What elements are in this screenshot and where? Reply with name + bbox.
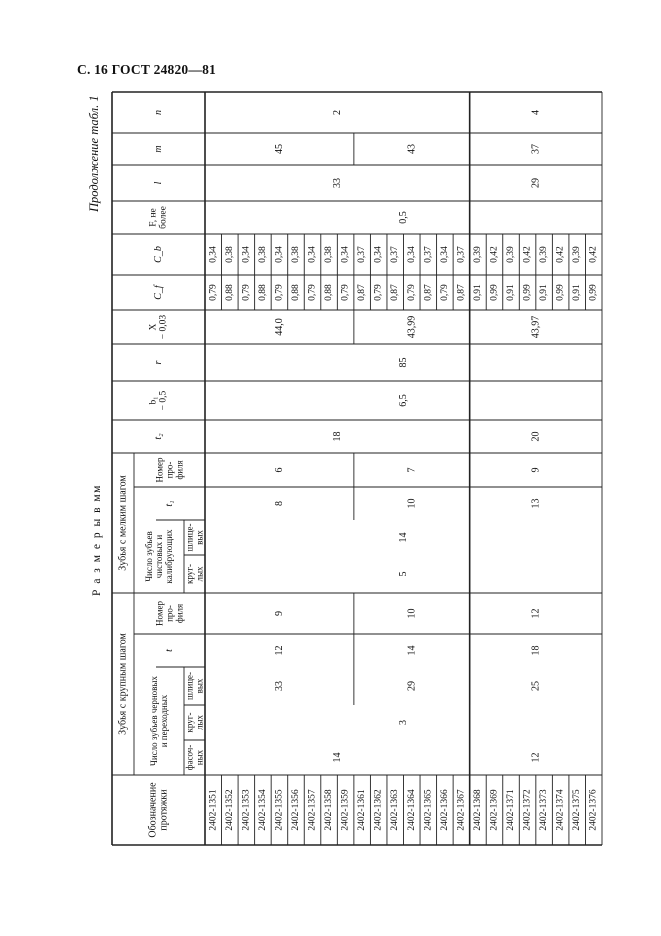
cell-fine-t1: 13 (530, 498, 542, 509)
header-b1: b₁ (148, 396, 159, 405)
cell-designation: 2402-1352 (224, 789, 235, 831)
cell-t2: 18 (331, 431, 343, 442)
cell-cf: 0,88 (324, 284, 335, 301)
header-l: l (153, 181, 164, 185)
cell-fine-round: 5 (398, 571, 409, 577)
header-coarse-count: Число зубьев черновых (149, 676, 159, 766)
cell-cf: 0,88 (290, 284, 301, 301)
page-header: С. 16 ГОСТ 24820—81 (77, 62, 216, 77)
cell-cf: 0,91 (572, 284, 583, 301)
header-coarse-spline: вых (194, 678, 205, 694)
cell-designation: 2402-1353 (241, 789, 252, 831)
cell-shaped: 12 (530, 752, 542, 763)
header-coarse-t: t (164, 649, 175, 652)
cell-designation: 2402-1371 (506, 789, 517, 831)
header-fine-group: Зубья с мелким шагом (117, 475, 129, 571)
cell-x: 44,0 (273, 318, 285, 336)
cell-fine-spline: 14 (398, 532, 409, 543)
cell-designation: 2402-1364 (406, 789, 417, 831)
cell-cf: 0,79 (340, 284, 351, 301)
cell-coarse-t: 14 (406, 645, 418, 656)
cell-cb: 0,34 (307, 246, 318, 263)
cell-cf: 0,79 (274, 284, 285, 301)
cell-cb: 0,38 (224, 246, 235, 263)
cell-cb: 0,42 (588, 246, 599, 263)
cell-x: 43,99 (406, 315, 418, 339)
header-r: r (153, 360, 164, 365)
cell-b1: 6,5 (398, 394, 409, 407)
cell-cb: 0,39 (572, 246, 583, 263)
header-coarse-group: Зубья с крупным шагом (117, 633, 129, 735)
cell-designation: 2402-1375 (572, 789, 583, 831)
cell-l: 33 (331, 178, 343, 188)
cell-cf: 0,79 (241, 284, 252, 301)
cell-cb: 0,42 (489, 246, 500, 263)
cell-coarse-spline: 29 (406, 681, 418, 691)
cell-designation: 2402-1376 (588, 789, 599, 831)
cell-designation: 2402-1356 (290, 789, 301, 831)
cell-cf: 0,79 (373, 284, 384, 301)
cell-coarse-t: 12 (273, 645, 285, 656)
cell-cb: 0,34 (406, 246, 417, 263)
cell-cb: 0,34 (373, 246, 384, 263)
cell-fine-t1: 8 (273, 501, 285, 506)
cell-m: 37 (530, 144, 542, 154)
cell-shaped: 14 (331, 752, 343, 763)
cell-designation: 2402-1374 (555, 789, 566, 831)
continuation-note: Продолжение табл. 1 (87, 95, 101, 212)
header-b1: − 0,5 (158, 390, 169, 411)
cell-fine-t1: 10 (406, 498, 418, 509)
header-coarse-round: круг- (184, 712, 195, 733)
cell-cb: 0,34 (340, 246, 351, 263)
cell-cf: 0,79 (307, 284, 318, 301)
cell-cf: 0,88 (224, 284, 235, 301)
cell-cf: 0,87 (357, 284, 368, 301)
cell-cb: 0,34 (439, 246, 450, 263)
cell-designation: 2402-1368 (472, 789, 483, 831)
cell-r: 85 (398, 357, 409, 368)
cell-cf: 0,88 (257, 284, 268, 301)
cell-designation: 2402-1358 (324, 789, 335, 831)
cell-cb: 0,42 (522, 246, 533, 263)
header-cf: C_f (153, 285, 164, 300)
cell-round: 3 (398, 720, 409, 725)
header-fine-count: калибрующих (164, 529, 174, 584)
cell-cb: 0,34 (274, 246, 285, 263)
header-x: − 0,03 (158, 314, 169, 340)
cell-fine-profile: 7 (406, 467, 418, 473)
cell-coarse-t: 18 (530, 645, 542, 656)
header-coarse-count: и переходных (159, 694, 169, 748)
cell-l: 29 (530, 178, 542, 188)
header-coarse-profile: филя (174, 603, 185, 624)
cell-t2: 20 (530, 431, 542, 442)
cell-cf: 0,91 (472, 284, 483, 301)
cell-cb: 0,38 (324, 246, 335, 263)
header-fine-t1: t₁ (164, 500, 175, 507)
header-m: m (153, 145, 164, 153)
header-coarse-round: лых (194, 714, 205, 731)
cell-designation: 2402-1359 (340, 789, 351, 831)
header-fine-count: Число зубьев (144, 531, 154, 582)
dimensions-title: Р а з м е р ы в мм (91, 484, 103, 596)
cell-cb: 0,39 (472, 246, 483, 263)
cell-n: 2 (331, 110, 343, 115)
cell-x: 43,97 (530, 315, 542, 339)
cell-coarse-spline: 25 (530, 681, 542, 691)
header-coarse-profile: про- (164, 605, 175, 622)
cell-designation: 2402-1367 (456, 789, 467, 831)
cell-designation: 2402-1365 (423, 789, 434, 831)
header-fine-round: лых (194, 566, 205, 582)
cell-designation: 2402-1351 (208, 789, 219, 831)
cell-designation: 2402-1373 (539, 789, 550, 831)
cell-designation: 2402-1357 (307, 789, 318, 831)
cell-cb: 0,34 (208, 246, 219, 263)
header-coarse-profile: Номер (154, 600, 165, 627)
cell-designation: 2402-1366 (439, 789, 450, 831)
cell-cb: 0,37 (390, 246, 401, 263)
header-n: n (153, 110, 164, 115)
header-f: более (158, 206, 169, 229)
header-t2: t₂ (153, 433, 164, 440)
cell-cb: 0,34 (241, 246, 252, 263)
header-fine-spline: шлице- (184, 523, 195, 552)
cell-cf: 0,79 (208, 284, 219, 301)
cell-cb: 0,39 (539, 246, 550, 263)
cell-designation: 2402-1362 (373, 789, 384, 831)
cell-fine-profile: 9 (530, 467, 542, 473)
header-designation: Обозначение (147, 782, 159, 838)
cell-cb: 0,39 (506, 246, 517, 263)
cell-cb: 0,38 (290, 246, 301, 263)
cell-cf: 0,99 (489, 284, 500, 301)
cell-coarse-profile: 12 (530, 608, 542, 619)
cell-designation: 2402-1369 (489, 789, 500, 831)
header-fine-spline: вых (194, 530, 205, 545)
cell-f: 0,5 (398, 211, 409, 224)
header-f: F, не (148, 208, 159, 227)
cell-cf: 0,91 (539, 284, 550, 301)
header-fine-profile: про- (164, 461, 175, 479)
cell-cf: 0,79 (406, 284, 417, 301)
header-cb: C_b (153, 246, 164, 263)
cell-cf: 0,87 (456, 284, 467, 301)
cell-cb: 0,37 (423, 246, 434, 263)
cell-cb: 0,42 (555, 246, 566, 263)
header-designation: протяжки (158, 789, 170, 831)
cell-cf: 0,99 (555, 284, 566, 301)
header-coarse-spline: шлице- (184, 671, 195, 701)
cell-cf: 0,87 (390, 284, 401, 301)
cell-cb: 0,38 (257, 246, 268, 263)
cell-n: 4 (530, 110, 542, 115)
header-fine-profile: филя (174, 460, 185, 480)
cell-fine-profile: 6 (273, 467, 285, 473)
cell-cb: 0,37 (357, 246, 368, 263)
header-coarse-shaped: ных (194, 749, 205, 766)
cell-coarse-profile: 9 (273, 611, 285, 616)
header-fine-profile: Номер (154, 457, 165, 483)
cell-designation: 2402-1355 (274, 789, 285, 831)
cell-m: 43 (406, 144, 418, 154)
cell-cf: 0,79 (439, 284, 450, 301)
header-coarse-shaped: фасоч- (184, 744, 195, 771)
cell-designation: 2402-1361 (357, 789, 368, 831)
cell-coarse-spline: 33 (273, 681, 285, 691)
cell-designation: 2402-1372 (522, 789, 533, 831)
cell-cf: 0,91 (506, 284, 517, 301)
cell-designation: 2402-1363 (390, 789, 401, 831)
header-fine-count: чистовых и (154, 534, 164, 579)
cell-coarse-profile: 10 (406, 608, 418, 619)
cell-cf: 0,99 (588, 284, 599, 301)
cell-cf: 0,99 (522, 284, 533, 301)
cell-m: 45 (273, 144, 285, 154)
cell-cb: 0,37 (456, 246, 467, 263)
cell-cf: 0,87 (423, 284, 434, 301)
header-x: X (148, 323, 159, 331)
header-fine-round: круг- (184, 564, 195, 584)
cell-designation: 2402-1354 (257, 789, 268, 831)
